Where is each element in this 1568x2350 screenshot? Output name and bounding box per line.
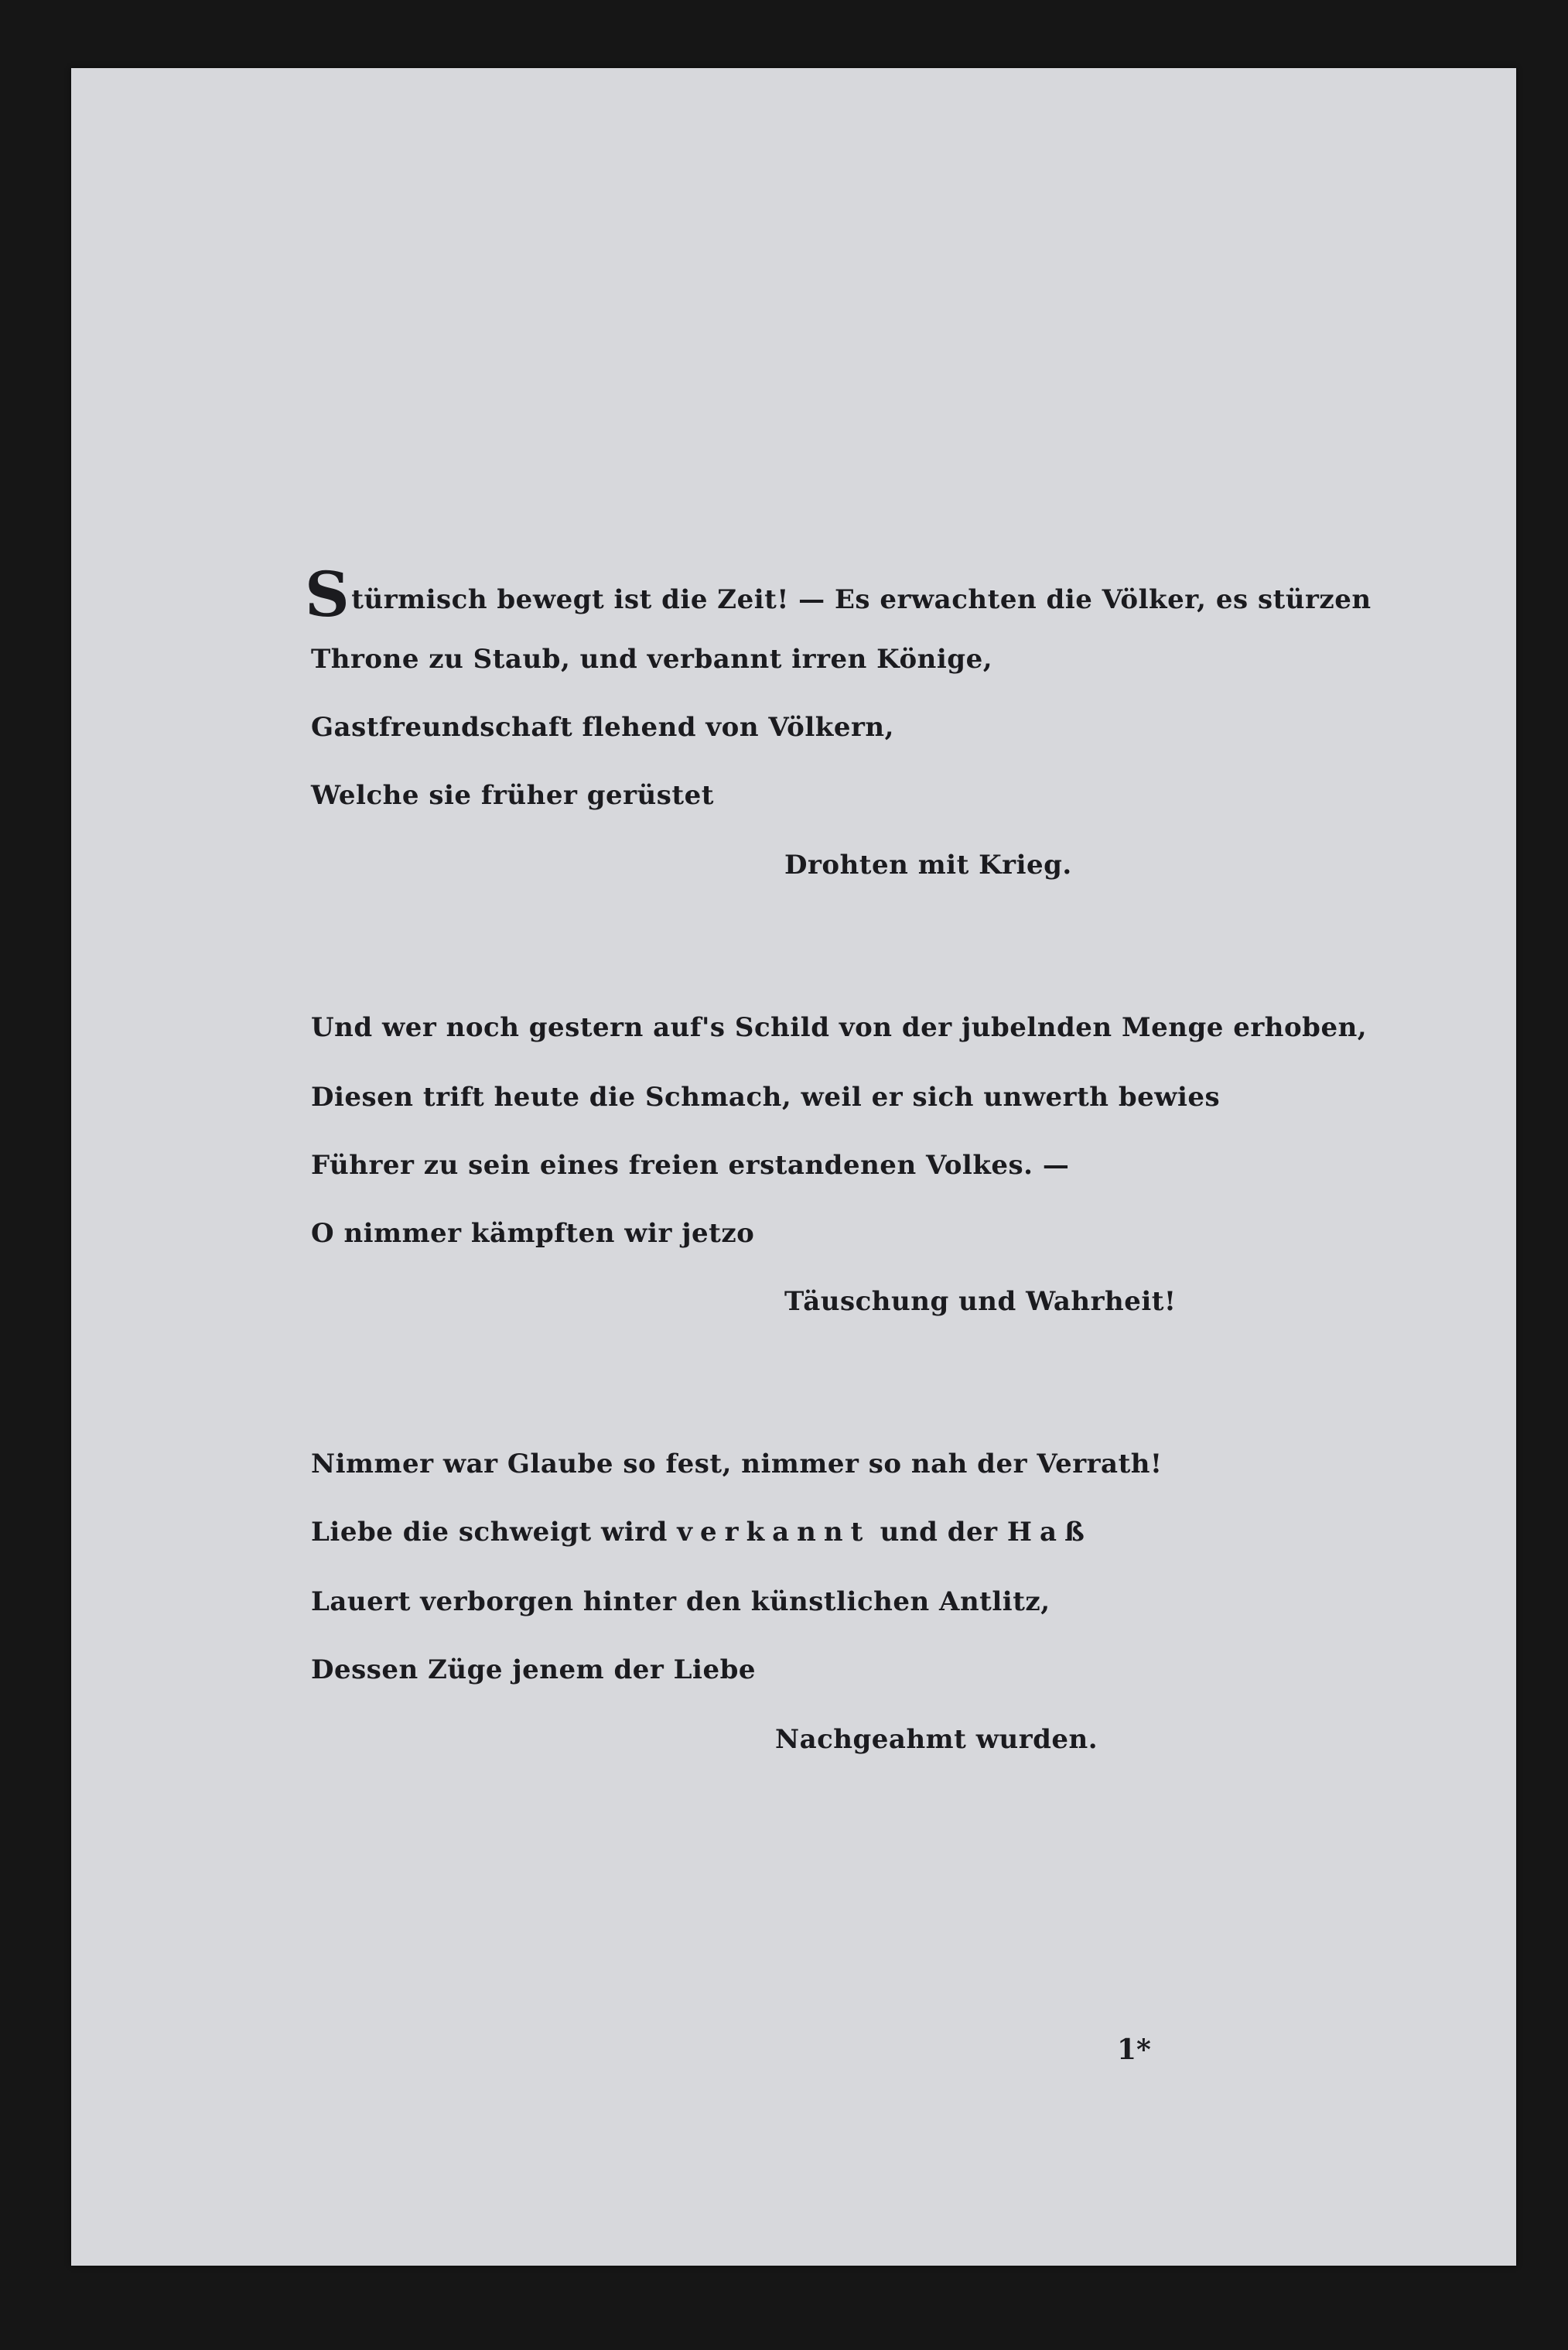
stanza3-line2-spaced: verkannt bbox=[677, 1517, 871, 1548]
stanza3-line2-b: und der bbox=[880, 1517, 998, 1548]
stanza2-line1: Und wer noch gestern auf's Schild von der jubelnden Menge erhoben, bbox=[311, 1012, 1368, 1043]
stanza3-line1: Nimmer war Glaube so fest, nimmer so nah der Verrath! bbox=[311, 1449, 1163, 1479]
stanza1-line3: Gastfreundschaft flehend von Völkern, bbox=[311, 712, 894, 743]
stanza2-line5: Täuschung und Wahrheit! bbox=[784, 1286, 1177, 1317]
stanza2-line4: O nimmer kämpften wir jetzo bbox=[311, 1218, 755, 1249]
stanza2-line2: Diesen trift heute die Schmach, weil er sich unwerth bewies bbox=[311, 1082, 1221, 1113]
stanza3-line2 bbox=[311, 1517, 1092, 1548]
stanza2-line3: Führer zu sein eines freien erstandenen Volkes. — bbox=[311, 1150, 1070, 1181]
stanza1-line1 bbox=[305, 558, 1372, 631]
stanza1-line5: Drohten mit Krieg. bbox=[784, 850, 1072, 881]
paper-sheet bbox=[71, 68, 1516, 2266]
page-number: 1* bbox=[1117, 2034, 1151, 2066]
stanza1-line4: Welche sie früher gerüstet bbox=[311, 780, 714, 811]
stanza3-line3: Lauert verborgen hinter den künstlichen Antlitz, bbox=[311, 1586, 1050, 1617]
stanza3-line2-spaced2: Haß bbox=[1006, 1517, 1092, 1548]
stanza3-line5: Nachgeahmt wurden. bbox=[775, 1724, 1098, 1755]
stanza3-line4: Dessen Züge jenem der Liebe bbox=[311, 1654, 756, 1685]
stanza1-line2: Throne zu Staub, und verbannt irren Könige, bbox=[311, 644, 993, 675]
dropcap: S bbox=[305, 558, 350, 631]
stanza3-line2-a: Liebe die schweigt wird bbox=[311, 1517, 668, 1548]
stanza1-line1-text: türmisch bewegt ist die Zeit! — Es erwachten die Völker, es stürzen bbox=[351, 584, 1372, 615]
